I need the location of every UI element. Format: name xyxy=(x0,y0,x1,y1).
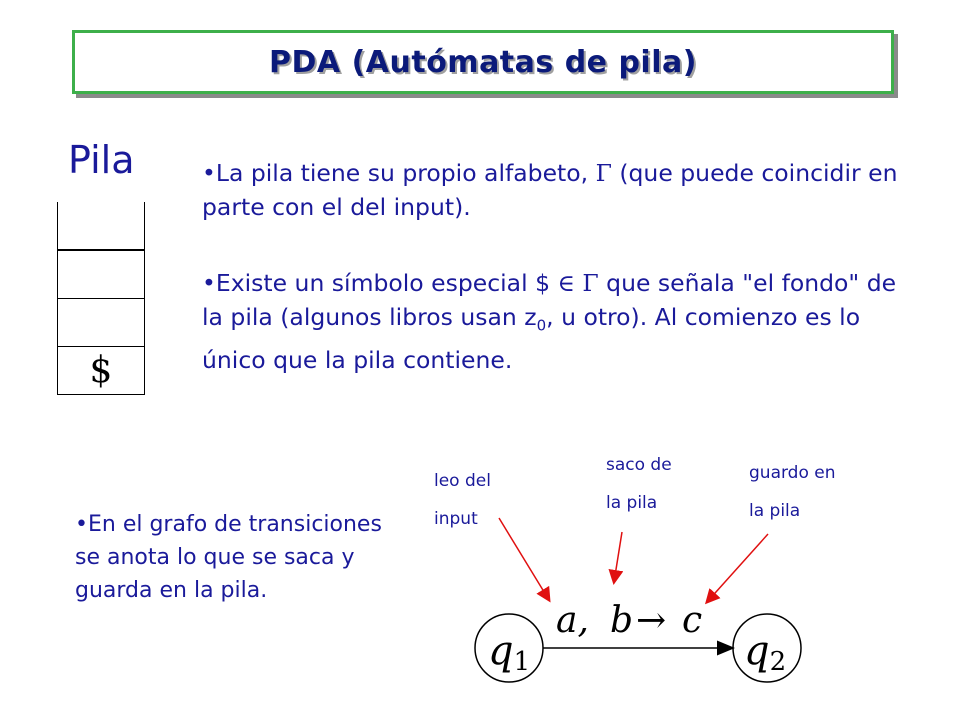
bullet-text: (que puede coincidir en parte con el del input). xyxy=(202,159,898,221)
annotation-line: input xyxy=(434,509,478,529)
state-q2-label: q2 xyxy=(744,628,787,677)
bullet-text: En el grafo de transiciones se anota lo que se saca y guarda en la pila. xyxy=(75,512,382,603)
pointer-arrow-push xyxy=(707,534,768,602)
annotation-line: saco de xyxy=(606,455,672,475)
annotation-line: guardo en xyxy=(749,463,836,483)
gamma-symbol: Γ xyxy=(582,269,599,297)
annotation-line: la pila xyxy=(606,493,658,513)
bullet-mark: • xyxy=(202,269,216,297)
bullet-text: que señala "el fondo" de la pila (algunos libros usan z xyxy=(202,269,897,331)
element-of-symbol: ∈ xyxy=(557,269,575,297)
bullet-mark: • xyxy=(75,512,88,537)
gamma-symbol: Γ xyxy=(595,159,612,187)
bullet-text: Existe un símbolo especial $ xyxy=(215,269,558,297)
pointer-arrow-pop xyxy=(614,532,622,582)
annotation-line: leo del xyxy=(434,471,491,491)
pointer-arrow-read xyxy=(499,518,549,600)
transition-label: a, b → c xyxy=(556,600,703,641)
bullet-mark: • xyxy=(202,159,216,187)
page-title: PDA (Autómatas de pila) xyxy=(269,44,697,80)
annotation-line: la pila xyxy=(749,501,801,521)
subscript: 0 xyxy=(536,316,547,335)
bullet-text: La pila tiene su propio alfabeto, xyxy=(215,159,596,187)
bullet-text: , u otro). Al comienzo es lo único que la pila contiene. xyxy=(202,303,861,374)
stack-cell-bottom: $ xyxy=(57,347,145,395)
stack-label: Pila xyxy=(68,138,135,182)
state-q1-label: q1 xyxy=(488,628,531,677)
